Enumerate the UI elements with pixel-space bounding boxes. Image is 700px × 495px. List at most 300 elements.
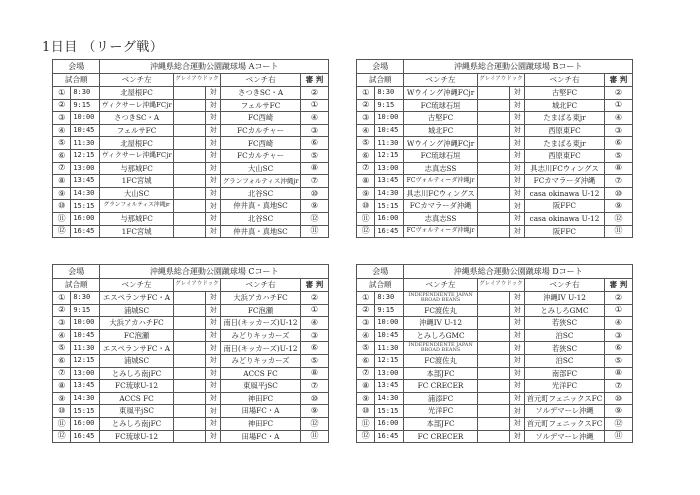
match-time: 13:45 bbox=[71, 175, 100, 188]
team-left: 志真志SS bbox=[404, 162, 477, 175]
match-time: 10:00 bbox=[375, 112, 404, 125]
column-header-row bbox=[53, 74, 329, 87]
match-number: ⑧ bbox=[357, 175, 375, 188]
referee-number: ③ bbox=[300, 329, 328, 342]
empty-cell bbox=[477, 187, 509, 200]
col-bench-left: ベンチ左 bbox=[404, 279, 477, 292]
team-right: 若狭SC bbox=[525, 342, 605, 355]
team-right: 光洋FC bbox=[525, 380, 605, 393]
empty-cell bbox=[477, 137, 509, 150]
col-match-order: 試合順 bbox=[53, 279, 100, 292]
versus-label: 対 bbox=[206, 430, 221, 443]
match-time: 12:15 bbox=[71, 149, 100, 162]
empty-cell bbox=[477, 304, 509, 317]
column-header-row bbox=[357, 279, 633, 292]
referee-number: ⑤ bbox=[604, 354, 632, 367]
empty-cell bbox=[477, 292, 509, 305]
team-right: 首元町フェニックスFC bbox=[525, 417, 605, 430]
team-right: 東風平jSC bbox=[221, 380, 301, 393]
match-number: ③ bbox=[357, 317, 375, 330]
versus-label: 対 bbox=[510, 175, 525, 188]
empty-cell bbox=[477, 124, 509, 137]
referee-number: ⑦ bbox=[300, 175, 328, 188]
team-left: FC渡佐丸 bbox=[404, 354, 477, 367]
empty-cell bbox=[477, 392, 509, 405]
versus-label: 対 bbox=[206, 112, 221, 125]
empty-cell bbox=[173, 112, 205, 125]
match-time: 13:45 bbox=[375, 175, 404, 188]
match-number: ③ bbox=[53, 112, 71, 125]
match-time: 11:30 bbox=[375, 342, 404, 355]
team-right: フェルサFC bbox=[221, 99, 301, 112]
match-number: ⑤ bbox=[53, 137, 71, 150]
match-time: 14:30 bbox=[71, 187, 100, 200]
court-a-schedule-table bbox=[52, 59, 329, 238]
match-row bbox=[53, 380, 329, 393]
team-right: 首元町フェニックスFC bbox=[525, 392, 605, 405]
match-number: ⑦ bbox=[357, 162, 375, 175]
team-left: 北屋根FC bbox=[100, 137, 173, 150]
team-right: 若狭SC bbox=[525, 317, 605, 330]
match-number: ⑧ bbox=[53, 380, 71, 393]
team-left: 具志川FCウィングス bbox=[404, 187, 477, 200]
col-referee: 審 判 bbox=[300, 74, 328, 87]
team-right: 大浜アカハチFC bbox=[221, 292, 301, 305]
versus-label: 対 bbox=[206, 137, 221, 150]
match-row bbox=[357, 225, 633, 238]
referee-number: ⑨ bbox=[300, 405, 328, 418]
team-left: 本部JFC bbox=[404, 367, 477, 380]
col-middle: グレイアウドック bbox=[173, 74, 220, 87]
match-time: 11:30 bbox=[71, 137, 100, 150]
match-row bbox=[53, 187, 329, 200]
match-number: ① bbox=[357, 292, 375, 305]
team-left: Wウイング沖縄FCjr bbox=[404, 137, 477, 150]
versus-label: 対 bbox=[510, 137, 525, 150]
empty-cell bbox=[173, 87, 205, 100]
match-time: 9:15 bbox=[71, 99, 100, 112]
team-left bbox=[404, 342, 477, 355]
match-number: ⑥ bbox=[53, 354, 71, 367]
column-header-row bbox=[53, 279, 329, 292]
match-time: 10:00 bbox=[375, 317, 404, 330]
team-left: ACCS FC bbox=[100, 392, 173, 405]
match-time: 14:30 bbox=[375, 392, 404, 405]
referee-number: ⑧ bbox=[300, 367, 328, 380]
team-left: とみしろGMC bbox=[404, 329, 477, 342]
match-time: 13:45 bbox=[375, 380, 404, 393]
team-right: 泊SC bbox=[525, 329, 605, 342]
referee-number: ⑫ bbox=[604, 212, 632, 225]
match-time: 16:00 bbox=[71, 212, 100, 225]
match-time: 9:15 bbox=[375, 304, 404, 317]
match-row bbox=[357, 99, 633, 112]
page-title: 1日目 （リーグ戦） bbox=[42, 40, 164, 55]
match-time: 8:30 bbox=[71, 87, 100, 100]
versus-label: 対 bbox=[510, 162, 525, 175]
team-left: Wウイング沖縄FCjr bbox=[404, 87, 477, 100]
match-row bbox=[53, 304, 329, 317]
match-time: 15:15 bbox=[375, 200, 404, 213]
versus-label: 対 bbox=[206, 292, 221, 305]
match-number: ① bbox=[357, 87, 375, 100]
team-right: 阪FFC bbox=[525, 200, 605, 213]
match-row bbox=[357, 329, 633, 342]
versus-label: 対 bbox=[206, 200, 221, 213]
match-row bbox=[357, 317, 633, 330]
team-left: 浦城SC bbox=[100, 354, 173, 367]
venue-name: 沖縄県総合運動公園蹴球場 Cコート bbox=[100, 265, 329, 279]
team-right: みどりキッカーズ bbox=[221, 329, 301, 342]
match-row bbox=[53, 317, 329, 330]
team-right: 古堅FC bbox=[525, 87, 605, 100]
col-referee: 審 判 bbox=[300, 279, 328, 292]
referee-number: ⑤ bbox=[300, 354, 328, 367]
match-number: ⑨ bbox=[53, 392, 71, 405]
referee-number: ① bbox=[604, 99, 632, 112]
referee-number: ⑪ bbox=[300, 430, 328, 443]
match-number: ⑩ bbox=[53, 200, 71, 213]
versus-label: 対 bbox=[510, 342, 525, 355]
team-left: とみしろ南jFC bbox=[100, 367, 173, 380]
referee-number: ⑤ bbox=[604, 149, 632, 162]
match-time: 8:30 bbox=[71, 292, 100, 305]
referee-number: ⑩ bbox=[300, 392, 328, 405]
match-time: 12:15 bbox=[71, 354, 100, 367]
team-left: 浦添FC bbox=[404, 392, 477, 405]
match-time: 11:30 bbox=[375, 137, 404, 150]
versus-label: 対 bbox=[510, 354, 525, 367]
match-time: 15:15 bbox=[71, 405, 100, 418]
col-match-order: 試合順 bbox=[53, 74, 100, 87]
match-time: 14:30 bbox=[71, 392, 100, 405]
venue-label: 会場 bbox=[53, 265, 100, 279]
team-right: たまばる東jr bbox=[525, 137, 605, 150]
team-left: 古堅FC bbox=[404, 112, 477, 125]
team-left: FCカマラーダ沖縄 bbox=[404, 200, 477, 213]
team-left: 沖縄IV U-12 bbox=[404, 317, 477, 330]
empty-cell bbox=[173, 124, 205, 137]
match-number: ① bbox=[53, 292, 71, 305]
match-row bbox=[357, 200, 633, 213]
team-left: 1FC宮城 bbox=[100, 175, 173, 188]
empty-cell bbox=[173, 329, 205, 342]
referee-number: ⑥ bbox=[604, 137, 632, 150]
match-row bbox=[53, 225, 329, 238]
team-left: FC琉球U-12 bbox=[100, 430, 173, 443]
match-row bbox=[53, 430, 329, 443]
match-row bbox=[357, 342, 633, 355]
team-right: ソルデマーレ沖縄 bbox=[525, 430, 605, 443]
empty-cell bbox=[173, 380, 205, 393]
match-number: ⑥ bbox=[357, 149, 375, 162]
referee-number: ② bbox=[604, 87, 632, 100]
match-row bbox=[357, 304, 633, 317]
referee-number: ③ bbox=[300, 124, 328, 137]
match-number: ⑥ bbox=[357, 354, 375, 367]
match-number: ② bbox=[357, 99, 375, 112]
team-left: FC CRECER bbox=[404, 430, 477, 443]
team-left: とみしろ南jFC bbox=[100, 417, 173, 430]
match-row bbox=[357, 417, 633, 430]
versus-label: 対 bbox=[510, 292, 525, 305]
team-right: casa okinawa U-12 bbox=[525, 187, 605, 200]
empty-cell bbox=[173, 392, 205, 405]
match-number: ⑫ bbox=[357, 430, 375, 443]
versus-label: 対 bbox=[206, 87, 221, 100]
empty-cell bbox=[173, 292, 205, 305]
match-time: 13:00 bbox=[71, 367, 100, 380]
match-number: ⑤ bbox=[357, 137, 375, 150]
empty-cell bbox=[477, 162, 509, 175]
team-right: さつきSC・A bbox=[221, 87, 301, 100]
match-row bbox=[357, 212, 633, 225]
team-left: FC CRECER bbox=[404, 380, 477, 393]
venue-name: 沖縄県総合運動公園蹴球場 Dコート bbox=[404, 265, 633, 279]
empty-cell bbox=[173, 212, 205, 225]
match-number: ① bbox=[53, 87, 71, 100]
match-time: 16:00 bbox=[375, 417, 404, 430]
match-time: 10:45 bbox=[71, 124, 100, 137]
match-row bbox=[53, 392, 329, 405]
match-number: ⑫ bbox=[53, 225, 71, 238]
empty-cell bbox=[477, 149, 509, 162]
col-middle: グレイアウドック bbox=[477, 74, 524, 87]
referee-number: ⑫ bbox=[604, 417, 632, 430]
venue-label: 会場 bbox=[53, 60, 100, 74]
referee-number: ⑩ bbox=[604, 187, 632, 200]
team-left bbox=[404, 292, 477, 305]
match-number: ⑫ bbox=[53, 430, 71, 443]
match-time: 15:15 bbox=[71, 200, 100, 213]
referee-number: ⑦ bbox=[300, 380, 328, 393]
match-row bbox=[53, 124, 329, 137]
team-right: 仲井真・真地SC bbox=[221, 200, 301, 213]
empty-cell bbox=[477, 99, 509, 112]
match-time: 11:30 bbox=[71, 342, 100, 355]
team-right: 仲井真・真地SC bbox=[221, 225, 301, 238]
match-time: 10:45 bbox=[71, 329, 100, 342]
versus-label: 対 bbox=[510, 430, 525, 443]
empty-cell bbox=[477, 212, 509, 225]
versus-label: 対 bbox=[510, 392, 525, 405]
match-number: ⑫ bbox=[357, 225, 375, 238]
match-row bbox=[357, 354, 633, 367]
versus-label: 対 bbox=[510, 317, 525, 330]
col-bench-right: ベンチ右 bbox=[525, 74, 605, 87]
versus-label: 対 bbox=[206, 212, 221, 225]
versus-label: 対 bbox=[206, 380, 221, 393]
match-number: ② bbox=[357, 304, 375, 317]
referee-number: ② bbox=[604, 292, 632, 305]
versus-label: 対 bbox=[510, 87, 525, 100]
empty-cell bbox=[477, 87, 509, 100]
empty-cell bbox=[477, 329, 509, 342]
referee-number: ④ bbox=[300, 317, 328, 330]
match-number: ⑪ bbox=[53, 417, 71, 430]
col-middle: グレイアウドック bbox=[477, 279, 524, 292]
match-time: 16:00 bbox=[375, 212, 404, 225]
versus-label: 対 bbox=[510, 187, 525, 200]
versus-label: 対 bbox=[510, 225, 525, 238]
match-number: ⑧ bbox=[53, 175, 71, 188]
match-time: 16:45 bbox=[375, 430, 404, 443]
versus-label: 対 bbox=[510, 112, 525, 125]
venue-row bbox=[357, 265, 633, 279]
venue-label: 会場 bbox=[357, 60, 404, 74]
empty-cell bbox=[477, 367, 509, 380]
column-header-row bbox=[357, 74, 633, 87]
team-right: 大山SC bbox=[221, 162, 301, 175]
empty-cell bbox=[173, 405, 205, 418]
empty-cell bbox=[477, 405, 509, 418]
empty-cell bbox=[173, 149, 205, 162]
col-bench-left: ベンチ左 bbox=[100, 74, 173, 87]
match-row bbox=[53, 200, 329, 213]
team-left: FCヴォルティーダ沖縄jr bbox=[404, 225, 477, 238]
match-row bbox=[53, 342, 329, 355]
team-left: FC琉球石垣 bbox=[404, 149, 477, 162]
versus-label: 対 bbox=[510, 149, 525, 162]
team-right: たまばる東jr bbox=[525, 112, 605, 125]
col-match-order: 試合順 bbox=[357, 74, 404, 87]
team-left: 光洋FC bbox=[404, 405, 477, 418]
match-number: ⑨ bbox=[53, 187, 71, 200]
referee-number: ⑫ bbox=[300, 417, 328, 430]
versus-label: 対 bbox=[206, 405, 221, 418]
match-row bbox=[53, 329, 329, 342]
team-right: 城北FC bbox=[525, 99, 605, 112]
empty-cell bbox=[477, 417, 509, 430]
referee-number: ① bbox=[300, 304, 328, 317]
versus-label: 対 bbox=[206, 417, 221, 430]
team-left: 与那城FC bbox=[100, 162, 173, 175]
match-row bbox=[357, 87, 633, 100]
referee-number: ⑥ bbox=[604, 342, 632, 355]
empty-cell bbox=[173, 175, 205, 188]
team-left: FC泡瀬 bbox=[100, 329, 173, 342]
team-left: さつきSC・A bbox=[100, 112, 173, 125]
team-left-name: INDEPENDIENTE JAPAN bbox=[408, 291, 473, 298]
team-left: 大浜アカハチFC bbox=[100, 317, 173, 330]
match-time: 8:30 bbox=[375, 87, 404, 100]
match-row bbox=[357, 124, 633, 137]
col-bench-left: ベンチ左 bbox=[404, 74, 477, 87]
team-right: FCカルチャー bbox=[221, 149, 301, 162]
referee-number: ⑥ bbox=[300, 342, 328, 355]
match-row bbox=[53, 149, 329, 162]
team-right: グランフォルティス沖縄jr bbox=[221, 175, 301, 188]
empty-cell bbox=[173, 317, 205, 330]
referee-number: ④ bbox=[300, 112, 328, 125]
match-number: ⑪ bbox=[357, 212, 375, 225]
team-left: 志真志SS bbox=[404, 212, 477, 225]
empty-cell bbox=[173, 162, 205, 175]
referee-number: ① bbox=[300, 99, 328, 112]
col-match-order: 試合順 bbox=[357, 279, 404, 292]
match-time: 16:45 bbox=[71, 430, 100, 443]
match-number: ② bbox=[53, 304, 71, 317]
referee-number: ⑨ bbox=[604, 405, 632, 418]
match-row bbox=[357, 112, 633, 125]
team-left: ヴィクサーレ沖縄FCjr bbox=[100, 149, 173, 162]
match-time: 13:00 bbox=[71, 162, 100, 175]
empty-cell bbox=[173, 187, 205, 200]
empty-cell bbox=[477, 354, 509, 367]
versus-label: 対 bbox=[206, 124, 221, 137]
empty-cell bbox=[173, 417, 205, 430]
team-right: 南部FC bbox=[525, 367, 605, 380]
team-right: 北谷SC bbox=[221, 187, 301, 200]
team-left: グランフォルティス沖縄jr bbox=[100, 200, 173, 213]
match-time: 13:45 bbox=[71, 380, 100, 393]
referee-number: ⑨ bbox=[300, 200, 328, 213]
team-right: 具志川FCウィングス bbox=[525, 162, 605, 175]
match-row bbox=[53, 137, 329, 150]
team-left: 城北FC bbox=[404, 124, 477, 137]
match-number: ③ bbox=[53, 317, 71, 330]
team-left: ヴィクサーレ沖縄FCjr bbox=[100, 99, 173, 112]
empty-cell bbox=[477, 380, 509, 393]
match-number: ⑥ bbox=[53, 149, 71, 162]
team-right: 西原東FC bbox=[525, 149, 605, 162]
team-right: casa okinawa U-12 bbox=[525, 212, 605, 225]
match-time: 13:00 bbox=[375, 367, 404, 380]
empty-cell bbox=[173, 304, 205, 317]
match-time: 10:00 bbox=[71, 112, 100, 125]
match-row bbox=[357, 149, 633, 162]
team-left: 与那城FC bbox=[100, 212, 173, 225]
empty-cell bbox=[477, 342, 509, 355]
versus-label: 対 bbox=[510, 200, 525, 213]
team-left: 東風平jSC bbox=[100, 405, 173, 418]
empty-cell bbox=[173, 137, 205, 150]
referee-number: ③ bbox=[604, 124, 632, 137]
versus-label: 対 bbox=[206, 99, 221, 112]
team-left: 浦城SC bbox=[100, 304, 173, 317]
match-number: ⑧ bbox=[357, 380, 375, 393]
venue-label: 会場 bbox=[357, 265, 404, 279]
referee-number: ⑧ bbox=[604, 162, 632, 175]
versus-label: 対 bbox=[510, 380, 525, 393]
team-left: FC琉球U-12 bbox=[100, 380, 173, 393]
match-number: ⑩ bbox=[53, 405, 71, 418]
referee-number: ⑫ bbox=[300, 212, 328, 225]
versus-label: 対 bbox=[206, 304, 221, 317]
versus-label: 対 bbox=[206, 187, 221, 200]
team-right: FCカマラーダ沖縄 bbox=[525, 175, 605, 188]
match-row bbox=[53, 417, 329, 430]
referee-number: ⑪ bbox=[604, 430, 632, 443]
versus-label: 対 bbox=[206, 175, 221, 188]
team-right: 北谷SC bbox=[221, 212, 301, 225]
court-d-schedule-table bbox=[356, 264, 633, 443]
empty-cell bbox=[477, 225, 509, 238]
match-number: ⑦ bbox=[53, 367, 71, 380]
versus-label: 対 bbox=[510, 417, 525, 430]
empty-cell bbox=[173, 225, 205, 238]
match-number: ⑦ bbox=[357, 367, 375, 380]
court-b-schedule-table bbox=[356, 59, 633, 238]
versus-label: 対 bbox=[510, 367, 525, 380]
empty-cell bbox=[477, 200, 509, 213]
referee-number: ③ bbox=[604, 329, 632, 342]
empty-cell bbox=[173, 367, 205, 380]
match-row bbox=[53, 87, 329, 100]
versus-label: 対 bbox=[206, 317, 221, 330]
referee-number: ⑪ bbox=[300, 225, 328, 238]
empty-cell bbox=[477, 175, 509, 188]
